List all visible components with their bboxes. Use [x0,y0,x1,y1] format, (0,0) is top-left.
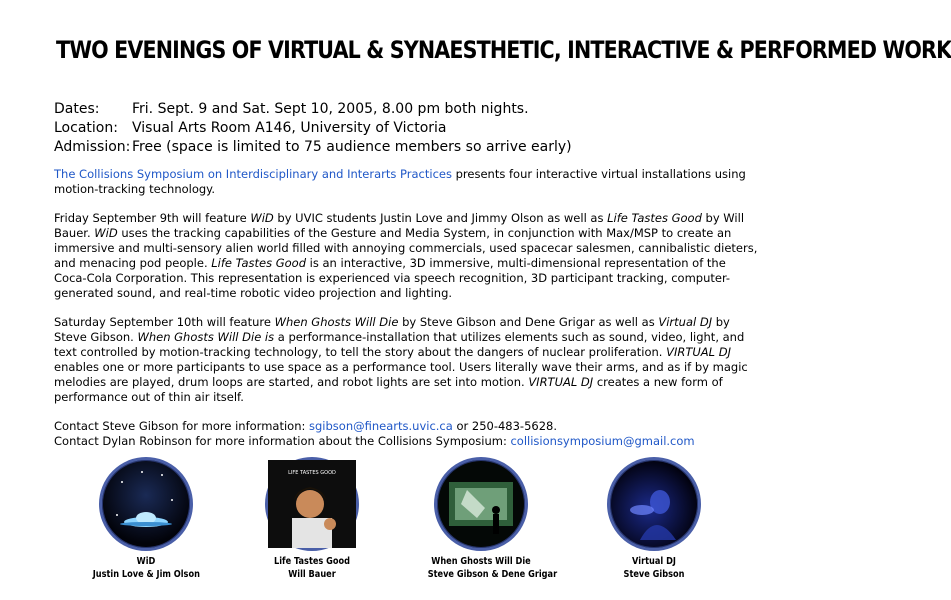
thumb-life-caption [259,555,366,581]
friday-paragraph [54,211,759,301]
friday-text-run: by Will Bauer. [54,211,745,240]
admission-row [54,138,572,157]
saturday-text-run: VIRTUAL DJ [528,375,594,389]
dates-label: Dates: [54,101,100,117]
ufo-image [99,457,193,551]
saturday-text-run: When Ghosts Will Die is [137,330,275,344]
dj-image [607,457,701,551]
friday-text-run: Life Tastes Good [211,256,307,270]
saturday-text-run: creates a new form of performance out of thin air itself. [54,375,723,404]
projection-image [434,457,528,551]
saturday-paragraph [54,315,759,405]
thumb-dj-artists: Steve Gibson [623,569,685,580]
thumb-virtual-dj [589,457,719,581]
dates-value: Fri. Sept. 9 and Sat. Sept 10, 2005, 8.00 pm both nights. [132,101,529,117]
thumb-dj-caption [601,555,708,581]
intro-paragraph [54,167,759,197]
installation-thumbnails [0,457,800,597]
thumb-when-ghosts-will-die [416,457,558,581]
thumb-wid-caption [93,555,200,581]
saturday-text-run: by Steve Gibson and Dene Grigar as well as [398,315,659,329]
thumb-wid-artists: Justin Love & Jim Olson [92,569,200,580]
intro-text: presents four interactive virtual installations using motion-tracking technology. [54,167,746,196]
thumb-ghosts-caption [427,555,558,581]
symposium-link[interactable]: The Collisions Symposium on Interdisciplinary and Interarts Practices [54,167,452,181]
location-row [54,119,572,138]
friday-text-run: uses the tracking capabilities of the Gesture and Media System, in conjunction with Max/MSP to create an immersive and multi-sensory alien world filled with annoying commercials, used spacecar salesmen, cannibalistic dieters, and menacing pod people. [54,226,758,270]
contact-gibson-text: Contact Steve Gibson for more information: [54,419,310,433]
thumb-ghosts-title: When Ghosts Will Die [431,556,531,567]
admission-label: Admission: [54,139,131,155]
thumb-wid-title: WiD [136,556,156,567]
contact-gibson [54,419,759,434]
saturday-text-run: VIRTUAL DJ [666,345,731,359]
friday-text-run: Life Tastes Good [607,211,702,225]
saturday-text-run: When Ghosts Will Die [274,315,399,329]
contact-robinson [54,434,759,449]
saturday-text-run: by Steve Gibson. [54,315,730,344]
page-title: TWO EVENINGS OF VIRTUAL & SYNAESTHETIC, INTERACTIVE & PERFORMED WORK [56,36,951,64]
event-details [54,100,572,157]
friday-text-run: Friday September 9th will feature [54,211,251,225]
friday-text-run: by UVIC students Justin Love and Jimmy Olson as well as [273,211,608,225]
saturday-text-run: Saturday September 10th will feature [54,315,275,329]
saturday-text-run: a performance-installation that utilizes elements such as sound, video, light, and text controlled by motion-tracking technology, to tell the story about the dangers of nuclear proliferation. [54,330,745,359]
performer-image [265,457,359,551]
contact-gibson-phone: or 250-483-5628. [452,419,557,433]
body-text [54,167,759,449]
friday-text-run: WiD [94,226,118,240]
location-value: Visual Arts Room A146, University of Victoria [132,120,447,136]
location-label: Location: [54,120,118,136]
saturday-text-run: enables one or more participants to use space as a performance tool. Users literally wave their arms, and as if by magic melodies are played, drum loops are started, and robot lights are set into motion. [54,360,748,389]
thumb-life-tastes-good [247,457,377,581]
gibson-email-link[interactable]: sgibson@finearts.uvic.ca [309,419,453,433]
thumb-dj-title: Virtual DJ [632,556,676,567]
life-tastes-good-inner-title: LIFE TASTES GOOD [288,470,336,476]
thumb-wid [81,457,211,581]
contact-robinson-text: Contact Dylan Robinson for more information about the Collisions Symposium: [54,434,511,448]
friday-text-run: is an interactive, 3D immersive, multi-dimensional representation of the Coca-Cola Corporation. This representation is experienced via speech recognition, 3D participant tracking, computer-generated sound, and real-time robotic video projection and lighting. [54,256,731,300]
robinson-email-link[interactable]: collisionsymposium@gmail.com [510,434,695,448]
saturday-text-run: Virtual DJ [658,315,713,329]
dates-row [54,100,572,119]
thumb-life-artists: Will Bauer [288,569,336,580]
friday-text-run: WiD [250,211,274,225]
admission-value: Free (space is limited to 75 audience members so arrive early) [132,139,572,155]
contact-block [54,419,759,449]
thumb-ghosts-artists: Steve Gibson & Dene Grigar [427,569,558,580]
thumb-life-title: Life Tastes Good [273,556,351,567]
